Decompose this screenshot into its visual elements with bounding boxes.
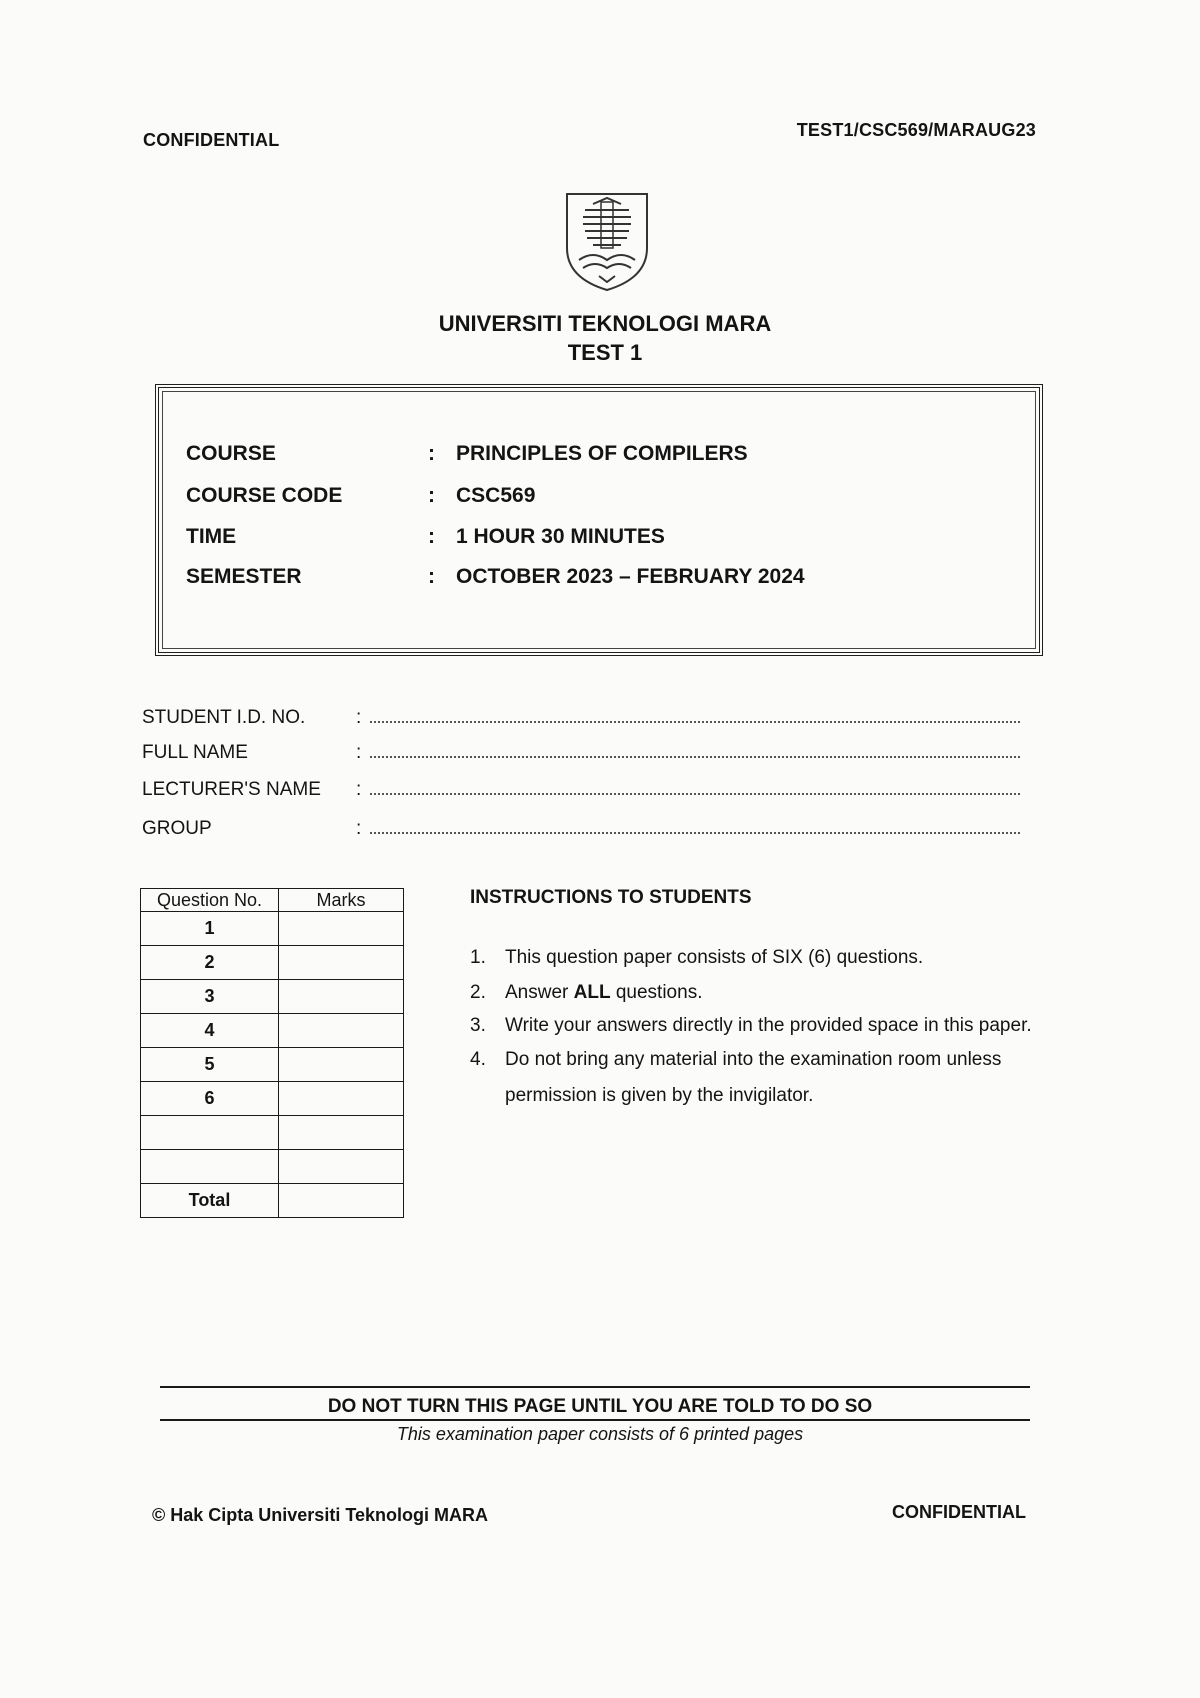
instructions-title: INSTRUCTIONS TO STUDENTS xyxy=(470,887,752,908)
separator: : xyxy=(356,779,362,800)
separator: : xyxy=(428,442,435,465)
question-number: 1 xyxy=(141,912,279,946)
marks-cell[interactable] xyxy=(279,1116,404,1150)
lecturer-name-blank[interactable] xyxy=(370,793,1020,795)
question-no-header: Question No. xyxy=(141,889,279,912)
question-number: 2 xyxy=(141,946,279,980)
course-label: COURSE xyxy=(186,442,276,465)
student-id-label: STUDENT I.D. NO. xyxy=(142,707,306,728)
footer-page-count: This examination paper consists of 6 printed pages xyxy=(396,1424,804,1444)
question-number xyxy=(141,1116,279,1150)
table-header-row xyxy=(141,889,404,912)
header-paper-code: TEST1/CSC569/MARAUG23 xyxy=(796,120,1036,140)
table-row xyxy=(141,1150,404,1184)
marks-header: Marks xyxy=(279,889,404,912)
course-info-box xyxy=(155,384,1043,656)
lecturer-name-label: LECTURER'S NAME xyxy=(142,779,321,800)
total-marks-cell[interactable] xyxy=(279,1184,404,1218)
instruction-text-bold: ALL xyxy=(573,982,611,1003)
student-id-blank[interactable] xyxy=(370,721,1020,723)
university-crest-icon xyxy=(563,190,651,294)
course-code-label: COURSE CODE xyxy=(186,484,343,507)
divider xyxy=(160,1386,1030,1388)
instruction-number: 4. xyxy=(470,1049,486,1070)
separator: : xyxy=(428,484,435,507)
table-row xyxy=(141,1014,404,1048)
group-label: GROUP xyxy=(142,818,212,839)
university-name: UNIVERSITI TEKNOLOGI MARA xyxy=(438,311,772,336)
time-value: 1 HOUR 30 MINUTES xyxy=(456,525,665,548)
marks-cell[interactable] xyxy=(279,946,404,980)
course-code-value: CSC569 xyxy=(456,484,536,507)
marks-cell[interactable] xyxy=(279,1150,404,1184)
separator: : xyxy=(356,818,362,839)
group-blank[interactable] xyxy=(370,832,1020,834)
instruction-text-pre: Answer xyxy=(505,982,574,1003)
instruction-text: permission is given by the invigilator. xyxy=(505,1085,814,1106)
instruction-text-post: questions. xyxy=(610,982,703,1003)
time-label: TIME xyxy=(186,525,237,548)
question-number: 4 xyxy=(141,1014,279,1048)
full-name-blank[interactable] xyxy=(370,756,1020,758)
footer-confidential: CONFIDENTIAL xyxy=(892,1502,1026,1522)
marks-cell[interactable] xyxy=(279,1014,404,1048)
instruction-text: This question paper consists of SIX (6) questions. xyxy=(505,947,924,968)
instruction-number: 2. xyxy=(470,982,486,1003)
question-number: 3 xyxy=(141,980,279,1014)
question-number: 5 xyxy=(141,1048,279,1082)
instruction-number: 1. xyxy=(470,947,486,968)
marks-cell[interactable] xyxy=(279,1048,404,1082)
total-label: Total xyxy=(141,1184,279,1218)
total-row xyxy=(141,1184,404,1218)
footer-warning: DO NOT TURN THIS PAGE UNTIL YOU ARE TOLD TO DO SO xyxy=(327,1396,873,1417)
copyright-notice: © Hak Cipta Universiti Teknologi MARA xyxy=(152,1505,488,1525)
test-title: TEST 1 xyxy=(567,340,643,365)
semester-label: SEMESTER xyxy=(186,565,302,588)
header-confidential: CONFIDENTIAL xyxy=(143,130,280,150)
semester-value: OCTOBER 2023 – FEBRUARY 2024 xyxy=(456,565,805,588)
table-row xyxy=(141,1082,404,1116)
marks-cell[interactable] xyxy=(279,912,404,946)
separator: : xyxy=(356,742,362,763)
marks-table xyxy=(140,888,404,1218)
instruction-text: Do not bring any material into the examination room unless xyxy=(505,1049,1002,1070)
marks-cell[interactable] xyxy=(279,1082,404,1116)
table-row xyxy=(141,912,404,946)
table-row xyxy=(141,980,404,1014)
table-row xyxy=(141,1048,404,1082)
separator: : xyxy=(356,707,362,728)
divider xyxy=(160,1419,1030,1421)
instruction-text xyxy=(505,982,702,1004)
instruction-text: Write your answers directly in the provided space in this paper. xyxy=(505,1015,1032,1036)
separator: : xyxy=(428,565,435,588)
course-value: PRINCIPLES OF COMPILERS xyxy=(456,442,748,465)
full-name-label: FULL NAME xyxy=(142,742,248,763)
question-number: 6 xyxy=(141,1082,279,1116)
table-row xyxy=(141,1116,404,1150)
separator: : xyxy=(428,525,435,548)
question-number xyxy=(141,1150,279,1184)
instruction-number: 3. xyxy=(470,1015,486,1036)
table-row xyxy=(141,946,404,980)
marks-cell[interactable] xyxy=(279,980,404,1014)
